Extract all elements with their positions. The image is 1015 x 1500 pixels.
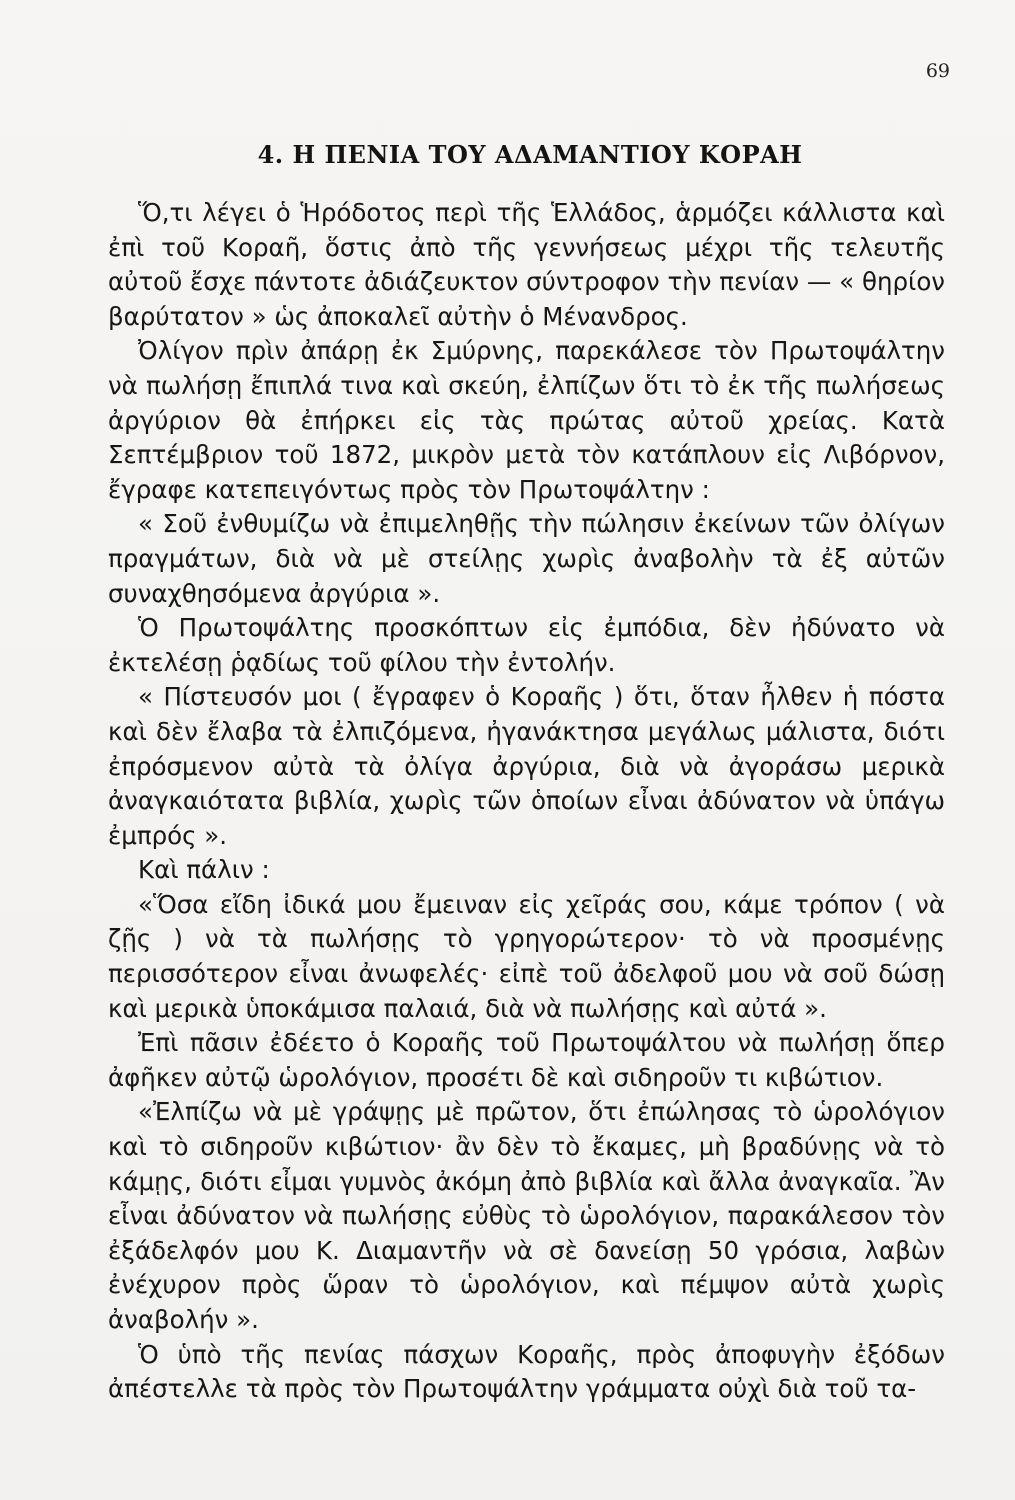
paragraph: «Ὅσα εἴδη ἰδικά μου ἔμειναν εἰς χεῖράς σου, κάμε τρόπον ( νὰ ζῇς ) νὰ τὰ πωλήσῃς τὸ γρηγορώτερον· τὸ νὰ προσμένῃς περισσότερον εἶναι ἀνωφελές· εἰπὲ τοῦ ἀδελφοῦ μου νὰ σοῦ δώσῃ καὶ μερικὰ ὑποκάμισα παλαιά, διὰ νὰ πωλήσῃς καὶ αὐτά ». (108, 889, 945, 1023)
paragraph: Ὅ,τι λέγει ὁ Ἡρόδοτος περὶ τῆς Ἑλλάδος, ἁρμόζει κάλλιστα καὶ ἐπὶ τοῦ Κοραῆ, ὅστις ἀπὸ τῆς γεννήσεως μέχρι τῆς τελευτῆς αὐτοῦ ἔσχε πάντοτε ἀδιάζευκτον σύντροφον τὴν πενίαν — « θηρίον βαρύτατον » ὡς ἀποκαλεῖ αὐτὴν ὁ Μένανδρος. (108, 198, 945, 331)
body-text (108, 196, 945, 1407)
paragraph: Ὀλίγον πρὶν ἀπάρῃ ἐκ Σμύρνης, παρεκάλεσε τὸν Πρωτοψάλτην νὰ πωλήσῃ ἔπιπλά τινα καὶ σκεύη, ἐλπίζων ὅτι τὸ ἐκ τῆς πωλήσεως ἀργύριον θὰ ἐπήρκει εἰς τὰς πρώτας αὐτοῦ χρείας. Κατὰ Σεπτέμβριον τοῦ 1872, μικρὸν μετὰ τὸν κατάπλουν εἰς Λιβόρνον, ἔγραφε κατεπειγόντως πρὸς τὸν Πρωτοψάλτην : (108, 336, 945, 504)
paragraph: Ὁ ὑπὸ τῆς πενίας πάσχων Κοραῆς, πρὸς ἀποφυγὴν ἐξόδων ἀπέστελλε τὰ πρὸς τὸν Πρωτοψάλτην γράμματα οὐχὶ διὰ τοῦ τα- (108, 1339, 945, 1404)
paragraph: « Σοῦ ἐνθυμίζω νὰ ἐπιμεληθῇς τὴν πώλησιν ἐκείνων τῶν ὀλίγων πραγμάτων, διὰ νὰ μὲ στείλῃς χωρὶς ἀναβολὴν τὰ ἐξ αὐτῶν συναχθησόμενα ἀργύρια ». (108, 509, 945, 608)
paragraph: Ὁ Πρωτοψάλτης προσκόπτων εἰς ἐμπόδια, δὲν ἠδύνατο νὰ ἐκτελέσῃ ῥᾳδίως τοῦ φίλου τὴν ἐντολήν. (108, 613, 945, 677)
paragraph: Ἐπὶ πᾶσιν ἐδέετο ὁ Κοραῆς τοῦ Πρωτοψάλτου νὰ πωλήσῃ ὅπερ ἀφῆκεν αὐτῷ ὡρολόγιον, προσέτι δὲ καὶ σιδηροῦν τι κιβώτιον. (108, 1028, 945, 1092)
paragraph: «Ἐλπίζω νὰ μὲ γράψῃς μὲ πρῶτον, ὅτι ἐπώλησας τὸ ὡρολόγιον καὶ τὸ σιδηροῦν κιβώτιον· ἂν δὲν τὸ ἔκαμες, μὴ βραδύνῃς νὰ τὸ κάμῃς, διότι εἶμαι γυμνὸς ἀκόμη ἀπὸ βιβλία καὶ ἄλλα ἀναγκαῖα. Ἂν εἶναι ἀδύνατον νὰ πωλήσῃς εὐθὺς τὸ ὡρολόγιον, παρακάλεσον τὸν ἐξάδελφόν μου Κ. Διαμαντῆν νὰ σὲ δανείσῃ 50 γρόσια, λαβὼν ἐνέχυρον πρὸς ὥραν τὸ ὡρολόγιον, καὶ πέμψον αὐτὰ χωρὶς ἀναβολήν ». (108, 1097, 945, 1334)
paragraph: Καὶ πάλιν : (138, 855, 270, 885)
page-number: 69 (925, 60, 950, 82)
chapter-heading: 4. Η ΠΕΝΙΑ ΤΟΥ ΑΔΑΜΑΝΤΙΟΥ ΚΟΡΑΗ (257, 140, 803, 169)
paragraph: « Πίστευσόν μοι ( ἔγραφεν ὁ Κοραῆς ) ὅτι, ὅταν ἦλθεν ἡ πόστα καὶ δὲν ἔλαβα τὰ ἐλπιζόμενα, ἠγανάκτησα μεγάλως μάλιστα, διότι ἐπρόσμενον αὐτὰ τὰ ὀλίγα ἀργύρια, διὰ νὰ ἀγοράσω μερικὰ ἀναγκαιότατα βιβλία, χωρὶς τῶν ὁποίων εἶναι ἀδύνατον νὰ ὑπάγω ἐμπρός ». (108, 682, 945, 850)
